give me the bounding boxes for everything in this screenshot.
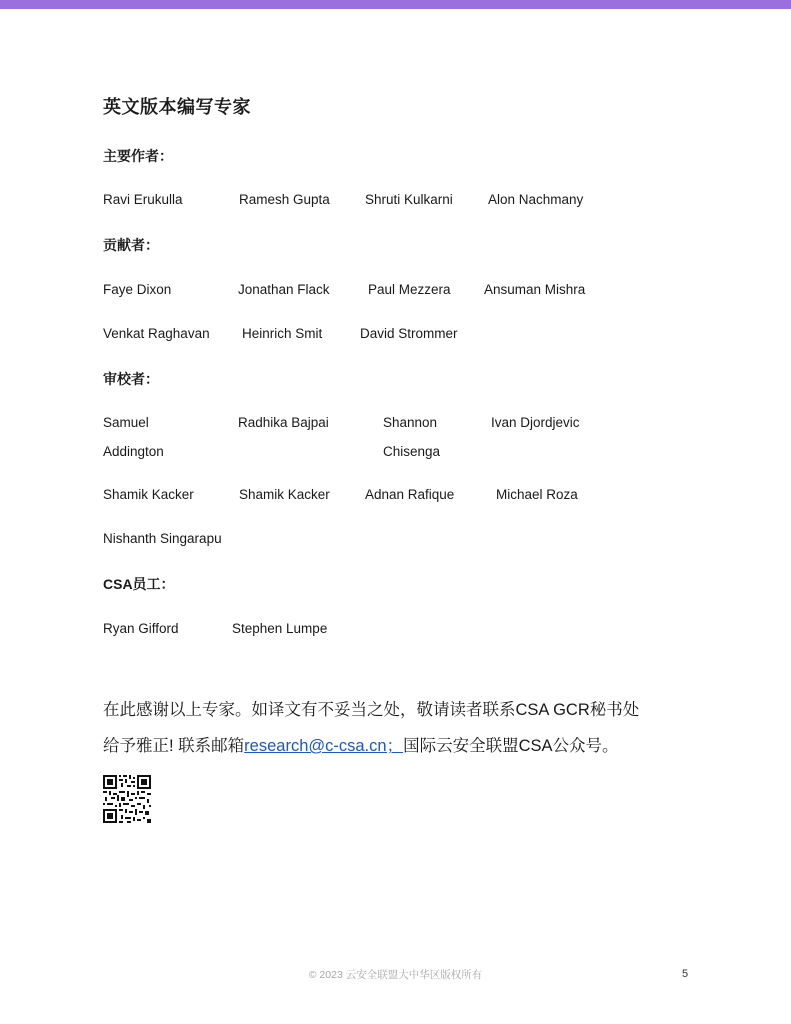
- author-name: Alon Nachmany: [488, 192, 584, 207]
- page-title: 英文版本编写专家: [103, 97, 251, 117]
- staff-name: Ryan Gifford: [103, 621, 179, 636]
- email-link[interactable]: research@c-csa.cn；: [244, 737, 404, 755]
- author-name: Ramesh Gupta: [239, 192, 330, 207]
- thanks-line-1: 在此感谢以上专家。如译文有不妥当之处，敬请读者联系CSA GCR秘书处: [103, 701, 640, 719]
- thanks-line-2-prefix: 给予雅正! 联系邮箱: [103, 737, 245, 755]
- csa-staff-heading: CSA员工：: [103, 576, 175, 592]
- reviewer-name: Nishanth Singarapu: [103, 531, 222, 546]
- qr-code-icon: [103, 775, 151, 823]
- contributor-name: Paul Mezzera: [368, 282, 451, 297]
- reviewer-name: Michael Roza: [496, 487, 578, 502]
- contributor-name: Heinrich Smit: [242, 326, 323, 341]
- thanks-paragraph: [103, 692, 703, 764]
- contributor-name: Jonathan Flack: [238, 282, 330, 297]
- staff-name: Stephen Lumpe: [232, 621, 328, 636]
- reviewer-name: Ivan Djordjevic: [491, 415, 580, 430]
- contributor-name: Venkat Raghavan: [103, 326, 210, 341]
- footer-copyright: © 2023 云安全联盟大中华区版权所有: [308, 969, 483, 981]
- reviewer-name: Radhika Bajpai: [238, 415, 329, 430]
- reviewers-heading: 审校者：: [103, 371, 159, 387]
- contributor-name: Ansuman Mishra: [484, 282, 586, 297]
- reviewer-name: Samuel Addington: [103, 415, 164, 459]
- reviewer-name: Shamik Kacker: [239, 487, 330, 502]
- thanks-line-2-suffix: 国际云安全联盟CSA公众号。: [403, 737, 619, 755]
- top-accent-bar: [0, 0, 791, 9]
- reviewer-name: Adnan Rafique: [365, 487, 455, 502]
- contributor-name: David Strommer: [360, 326, 458, 341]
- author-name: Shruti Kulkarni: [365, 192, 453, 207]
- page-number: 5: [682, 968, 689, 980]
- contributor-name: Faye Dixon: [103, 282, 172, 297]
- reviewer-name: Shamik Kacker: [103, 487, 194, 502]
- reviewer-name: Shannon Chisenga: [383, 415, 441, 459]
- main-authors-heading: 主要作者：: [103, 148, 173, 164]
- contributors-heading: 贡献者：: [103, 237, 159, 253]
- author-name: Ravi Erukulla: [103, 192, 183, 207]
